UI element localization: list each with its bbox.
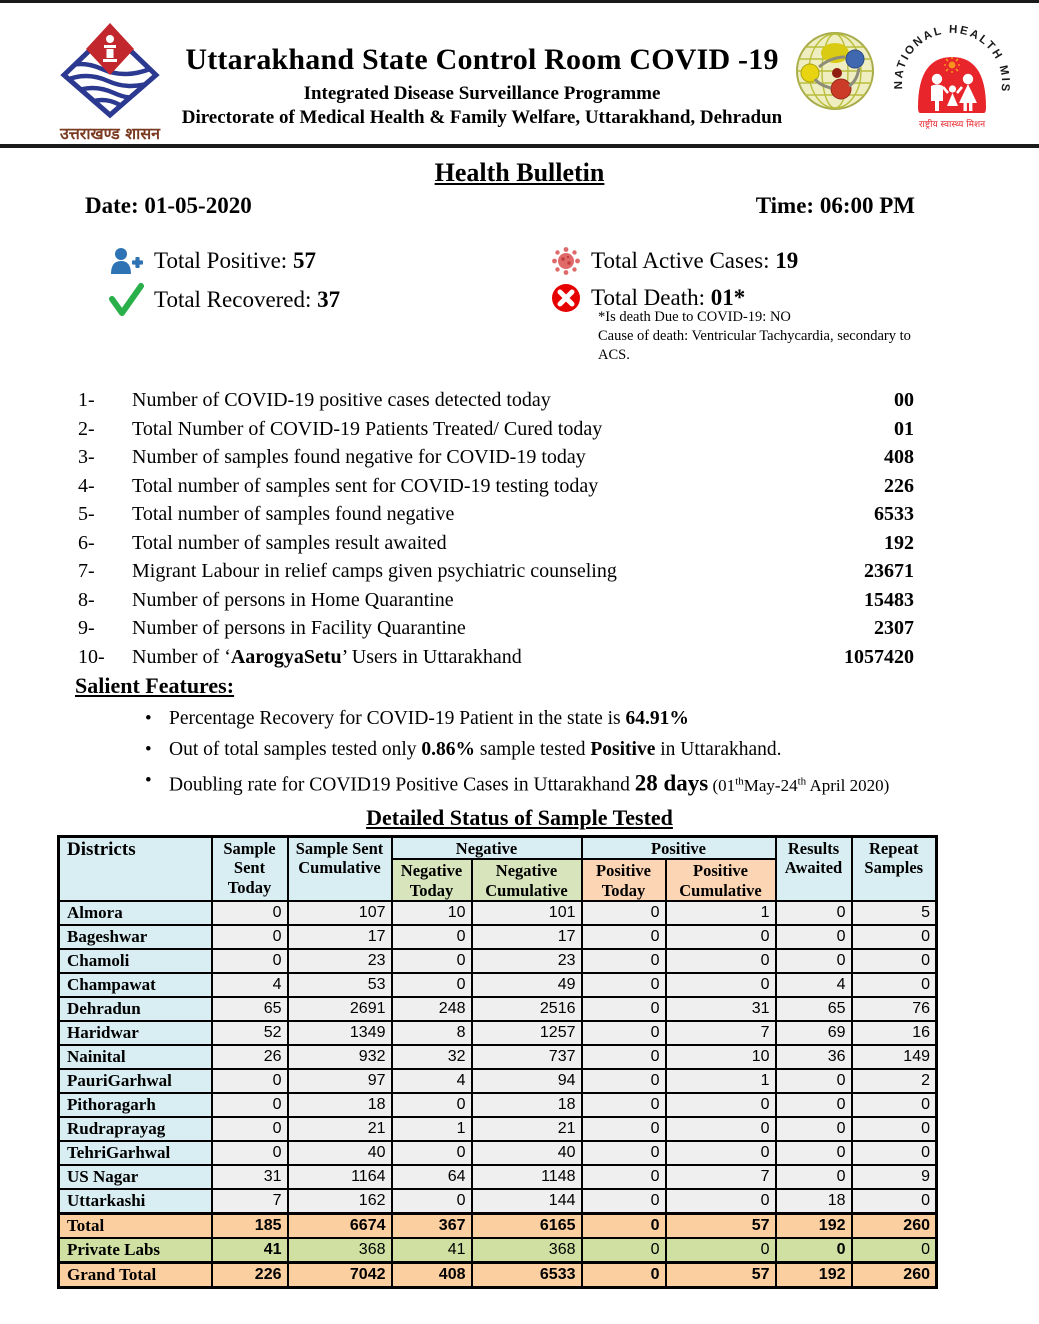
gov-logo-caption: उत्तराखण्ड शासन	[59, 124, 161, 143]
cell-value: 248	[392, 997, 472, 1021]
summary-item-number: 7-	[78, 560, 95, 582]
cell-value: 16	[852, 1021, 937, 1045]
cell-value: 0	[582, 1214, 666, 1239]
stat-text	[154, 248, 316, 274]
cell-value: 2516	[472, 997, 582, 1021]
cell-value: 65	[212, 997, 288, 1021]
summary-item-number: 1-	[78, 389, 95, 411]
cell-value: 0	[776, 901, 852, 925]
salient-bullet-2	[143, 737, 943, 763]
death-footnote-1: *Is death Due to COVID-19: NO	[598, 309, 791, 325]
header-titles	[168, 43, 796, 129]
col-header-districts: Districts	[59, 837, 212, 902]
cell-value: 7042	[288, 1263, 392, 1288]
row-label: Champawat	[59, 973, 212, 997]
salient-bullets	[143, 706, 943, 804]
stat-value: 19	[775, 248, 799, 273]
cell-value: 1148	[472, 1165, 582, 1189]
cell-value: 5	[852, 901, 937, 925]
summary-item-value: 6533	[874, 503, 914, 525]
summary-item	[78, 586, 914, 615]
cell-value: 76	[852, 997, 937, 1021]
cell-value: 4	[392, 1069, 472, 1093]
cell-value: 0	[852, 973, 937, 997]
cell-value: 21	[472, 1117, 582, 1141]
cell-value: 408	[392, 1263, 472, 1288]
cell-value: 18	[288, 1093, 392, 1117]
col-header-positive-group: Positive	[582, 837, 776, 860]
stat-total-recovered	[108, 283, 340, 317]
cell-value: 0	[392, 925, 472, 949]
col-header-repeat-samples: Repeat Samples	[852, 837, 937, 902]
nhm-emblem-icon	[892, 13, 1012, 139]
col-header-negative-cumulative: Negative Cumulative	[472, 859, 582, 901]
cell-value: 107	[288, 901, 392, 925]
table-row-us-nagar	[59, 1165, 937, 1189]
cell-value: 192	[776, 1263, 852, 1288]
cross-circle-icon	[551, 283, 581, 313]
cell-value: 0	[776, 1141, 852, 1165]
cell-value: 1349	[288, 1021, 392, 1045]
row-label: Dehradun	[59, 997, 212, 1021]
row-label: Total	[59, 1214, 212, 1239]
cell-value: 10	[666, 1045, 776, 1069]
row-label: Grand Total	[59, 1263, 212, 1288]
bullet-bold: 64.91%	[625, 708, 689, 729]
cell-value: 0	[852, 1141, 937, 1165]
cell-value: 32	[392, 1045, 472, 1069]
cell-value: 192	[776, 1214, 852, 1239]
districts-tbody	[59, 901, 937, 1288]
col-header-positive-cumulative: Positive Cumulative	[666, 859, 776, 901]
summary-list	[78, 386, 914, 671]
cell-value: 737	[472, 1045, 582, 1069]
bullet-bold: 28 days	[634, 770, 709, 796]
cell-value: 0	[666, 1189, 776, 1214]
cell-value: 52	[212, 1021, 288, 1045]
cell-value: 0	[666, 1093, 776, 1117]
salient-features-heading: Salient Features:	[75, 673, 235, 698]
summary-item-label: Number of samples found negative for COVID-19 today	[132, 446, 586, 468]
cell-value: 6674	[288, 1214, 392, 1239]
document-header	[0, 3, 1039, 143]
cell-value: 0	[852, 1093, 937, 1117]
bullet-text: Percentage Recovery for COVID-19 Patient in the state is	[169, 708, 626, 729]
bullet-bold: 0.86%	[421, 739, 476, 760]
col-header-negative-today: Negative Today	[392, 859, 472, 901]
cell-value: 0	[776, 1069, 852, 1093]
cell-value: 0	[582, 1141, 666, 1165]
stat-label: Total Death:	[591, 285, 705, 310]
row-label: Almora	[59, 901, 212, 925]
cell-value: 0	[392, 1189, 472, 1214]
table-row-almora	[59, 901, 937, 925]
cell-value: 69	[776, 1021, 852, 1045]
bullet-paren: (01thMay-24th April 2020)	[708, 775, 890, 795]
cell-value: 41	[212, 1238, 288, 1263]
cell-value: 0	[582, 973, 666, 997]
cell-value: 57	[666, 1263, 776, 1288]
col-header-negative-group: Negative	[392, 837, 582, 860]
cell-value: 0	[776, 925, 852, 949]
cell-value: 0	[666, 1117, 776, 1141]
stat-label: Total Positive:	[154, 248, 288, 273]
nhm-caption-label: राष्ट्रीय स्वास्थ्य मिशन	[918, 120, 986, 130]
row-label: Nainital	[59, 1045, 212, 1069]
idsp-globe-icon	[795, 31, 875, 111]
table-row-total	[59, 1214, 937, 1239]
cell-value: 0	[582, 1238, 666, 1263]
cell-value: 7	[212, 1189, 288, 1214]
cell-value: 0	[666, 1141, 776, 1165]
cell-value: 149	[852, 1045, 937, 1069]
summary-item-label	[132, 643, 824, 672]
cell-value: 31	[212, 1165, 288, 1189]
stat-text	[591, 248, 798, 274]
cell-value: 6165	[472, 1214, 582, 1239]
cell-value: 0	[776, 1093, 852, 1117]
row-label: US Nagar	[59, 1165, 212, 1189]
cell-value: 0	[212, 1117, 288, 1141]
summary-item-value: 192	[884, 531, 914, 554]
summary-item-label: Total number of samples result awaited	[132, 531, 447, 554]
cell-value: 97	[288, 1069, 392, 1093]
cell-value: 2	[852, 1069, 937, 1093]
cell-value: 94	[472, 1069, 582, 1093]
cell-value: 17	[288, 925, 392, 949]
time-label: Time: 06:00 PM	[755, 193, 915, 218]
header-divider	[0, 144, 1039, 148]
cell-value: 0	[666, 973, 776, 997]
summary-item-label: Migrant Labour in relief camps given psychiatric counseling	[132, 560, 617, 582]
idsp-logo	[795, 31, 875, 116]
stat-total-positive	[110, 246, 316, 276]
row-label: Rudraprayag	[59, 1117, 212, 1141]
cell-value: 65	[776, 997, 852, 1021]
cell-value: 0	[776, 1165, 852, 1189]
stat-label: Total Recovered:	[154, 287, 312, 312]
summary-item	[78, 500, 914, 529]
stat-label: Total Active Cases:	[591, 248, 770, 273]
cell-value: 367	[392, 1214, 472, 1239]
cell-value: 8	[392, 1021, 472, 1045]
cell-value: 31	[666, 997, 776, 1021]
summary-item-number: 8-	[78, 588, 95, 611]
cell-value: 23	[288, 949, 392, 973]
cell-value: 0	[582, 925, 666, 949]
summary-item-value: 1057420	[844, 645, 914, 668]
table-title-row	[0, 805, 1039, 831]
bulletin-title-row	[0, 158, 1039, 188]
cell-value: 18	[776, 1189, 852, 1214]
cell-value: 0	[582, 1165, 666, 1189]
summary-item-value: 2307	[874, 617, 914, 639]
cell-value: 0	[582, 1117, 666, 1141]
cell-value: 0	[666, 925, 776, 949]
cell-value: 932	[288, 1045, 392, 1069]
cell-value: 0	[392, 1141, 472, 1165]
cell-value: 368	[288, 1238, 392, 1263]
cell-value: 1	[392, 1117, 472, 1141]
cell-value: 226	[212, 1263, 288, 1288]
document-subtitle-2: Directorate of Medical Health & Family Welfare, Uttarakhand, Dehradun	[181, 107, 783, 128]
cell-value: 0	[212, 925, 288, 949]
summary-label-text: Number of ‘	[132, 645, 231, 668]
summary-item-label: Number of persons in Home Quarantine	[132, 588, 454, 611]
cell-value: 36	[776, 1045, 852, 1069]
cell-value: 9	[852, 1165, 937, 1189]
row-label: Haridwar	[59, 1021, 212, 1045]
cell-value: 21	[288, 1117, 392, 1141]
col-header-sample-sent-today: Sample Sent Today	[212, 837, 288, 902]
summary-item-value: 01	[894, 417, 914, 440]
cell-value: 0	[852, 925, 937, 949]
table-row-chamoli	[59, 949, 937, 973]
cell-value: 0	[582, 1021, 666, 1045]
summary-item-number: 4-	[78, 474, 95, 497]
summary-item	[78, 443, 914, 472]
cell-value: 7	[666, 1165, 776, 1189]
cell-value: 101	[472, 901, 582, 925]
cell-value: 0	[582, 1093, 666, 1117]
bullet-bold: Positive	[590, 739, 656, 760]
salient-bullet-3	[143, 768, 943, 799]
cell-value: 0	[392, 1093, 472, 1117]
check-icon	[108, 283, 144, 317]
cell-value: 4	[212, 973, 288, 997]
document-title: Uttarakhand State Control Room COVID -19	[185, 43, 779, 76]
stat-total-active	[551, 246, 798, 276]
summary-item-label: Total number of samples found negative	[132, 503, 455, 525]
virus-icon	[551, 246, 581, 276]
cell-value: 64	[392, 1165, 472, 1189]
summary-item-value: 00	[894, 389, 914, 411]
cell-value: 0	[212, 949, 288, 973]
cell-value: 6533	[472, 1263, 582, 1288]
cell-value: 162	[288, 1189, 392, 1214]
bullet-text: Out of total samples tested only	[169, 739, 422, 760]
cell-value: 0	[582, 997, 666, 1021]
summary-item-number: 9-	[78, 617, 95, 639]
summary-item-label: Number of COVID-19 positive cases detected today	[132, 389, 551, 411]
cell-value: 260	[852, 1214, 937, 1239]
cell-value: 1257	[472, 1021, 582, 1045]
cell-value: 0	[212, 1069, 288, 1093]
stat-value: 57	[292, 248, 316, 273]
cell-value: 0	[212, 901, 288, 925]
summary-item-value: 23671	[864, 560, 914, 582]
cell-value: 41	[392, 1238, 472, 1263]
uttarakhand-government-logo	[40, 23, 180, 144]
table-row-uttarkashi	[59, 1189, 937, 1214]
summary-item-label: Number of persons in Facility Quarantine	[132, 617, 466, 639]
cell-value: 0	[582, 1069, 666, 1093]
summary-item	[78, 386, 914, 415]
cell-value: 0	[852, 1117, 937, 1141]
row-label: TehriGarhwal	[59, 1141, 212, 1165]
bulletin-title: Health Bulletin	[434, 158, 605, 187]
table-row-tehrigarhwal	[59, 1141, 937, 1165]
row-label: Bageshwar	[59, 925, 212, 949]
summary-label-text: ’ Users in Uttarakhand	[341, 645, 522, 668]
row-label: Pithoragarh	[59, 1093, 212, 1117]
sample-status-table	[57, 835, 938, 1289]
summary-item	[78, 557, 914, 586]
cell-value: 4	[776, 973, 852, 997]
cell-value: 0	[852, 1238, 937, 1263]
summary-item	[78, 643, 914, 672]
summary-item-number: 5-	[78, 503, 95, 525]
uttarakhand-emblem-icon	[58, 23, 162, 119]
cell-value: 368	[472, 1238, 582, 1263]
summary-item	[78, 529, 914, 558]
table-row-pithoragarh	[59, 1093, 937, 1117]
table-row-dehradun	[59, 997, 937, 1021]
summary-item	[78, 472, 914, 501]
cell-value: 0	[582, 1263, 666, 1288]
salient-bullet-1	[143, 706, 943, 732]
col-header-positive-today: Positive Today	[582, 859, 666, 901]
cell-value: 185	[212, 1214, 288, 1239]
cell-value: 0	[852, 1189, 937, 1214]
cell-value: 0	[582, 1189, 666, 1214]
table-row-champawat	[59, 973, 937, 997]
table-row-nainital	[59, 1045, 937, 1069]
table-row-bageshwar	[59, 925, 937, 949]
table-row-rudraprayag	[59, 1117, 937, 1141]
summary-item	[78, 415, 914, 444]
person-plus-icon	[110, 246, 144, 276]
summary-item-label: Total number of samples sent for COVID-19 testing today	[132, 474, 599, 497]
cell-value: 18	[472, 1093, 582, 1117]
table-row-private-labs	[59, 1238, 937, 1263]
cell-value: 0	[582, 1045, 666, 1069]
cell-value: 0	[666, 949, 776, 973]
cell-value: 260	[852, 1263, 937, 1288]
cell-value: 0	[582, 901, 666, 925]
bullet-text: in Uttarakhand.	[655, 739, 782, 760]
row-label: Chamoli	[59, 949, 212, 973]
summary-item-number: 3-	[78, 446, 95, 468]
cell-value: 0	[666, 1238, 776, 1263]
summary-item	[78, 614, 914, 643]
cell-value: 40	[472, 1141, 582, 1165]
table-title: Detailed Status of Sample Tested	[366, 805, 673, 830]
cell-value: 53	[288, 973, 392, 997]
cell-value: 57	[666, 1214, 776, 1239]
cell-value: 0	[392, 973, 472, 997]
cell-value: 0	[212, 1141, 288, 1165]
cell-value: 0	[392, 949, 472, 973]
cell-value: 7	[666, 1021, 776, 1045]
cell-value: 0	[852, 949, 937, 973]
summary-item-value: 15483	[864, 588, 914, 611]
summary-item-number: 6-	[78, 531, 95, 554]
summary-item-label: Total Number of COVID-19 Patients Treated/ Cured today	[132, 417, 603, 440]
summary-item-number: 2-	[78, 417, 95, 440]
row-label: PauriGarhwal	[59, 1069, 212, 1093]
summary-item-value: 408	[884, 446, 914, 468]
summary-item-value: 226	[884, 474, 914, 497]
row-label: Uttarkashi	[59, 1189, 212, 1214]
cell-value: 10	[392, 901, 472, 925]
bullet-text: Doubling rate for COVID19 Positive Cases in Uttarakhand	[169, 774, 635, 796]
cell-value: 23	[472, 949, 582, 973]
death-footnote-2: Cause of death: Ventricular Tachycardia, secondary to ACS.	[598, 328, 911, 363]
cell-value: 26	[212, 1045, 288, 1069]
stat-text	[154, 287, 340, 313]
date-label: Date: 01-05-2020	[85, 193, 252, 218]
bullet-text: sample tested	[475, 739, 591, 760]
cell-value: 0	[776, 1117, 852, 1141]
nhm-arc-label: NATIONAL HEALTH MIS	[892, 23, 1012, 95]
cell-value: 0	[776, 949, 852, 973]
nhm-logo	[892, 13, 1012, 144]
cell-value: 1164	[288, 1165, 392, 1189]
stat-value: 37	[317, 287, 341, 312]
cell-value: 17	[472, 925, 582, 949]
row-label: Private Labs	[59, 1238, 212, 1263]
cell-value: 49	[472, 973, 582, 997]
stat-value: 01*	[710, 285, 746, 310]
cell-value: 144	[472, 1189, 582, 1214]
cell-value: 1	[666, 1069, 776, 1093]
col-header-results-awaited: Results Awaited	[776, 837, 852, 902]
table-row-grand-total	[59, 1263, 937, 1288]
table-row-paurigarhwal	[59, 1069, 937, 1093]
table-row-haridwar	[59, 1021, 937, 1045]
summary-label-bold: AarogyaSetu	[230, 645, 342, 668]
summary-item-number: 10-	[78, 645, 105, 668]
cell-value: 0	[582, 949, 666, 973]
cell-value: 1	[666, 901, 776, 925]
col-header-sample-sent-cumulative: Sample Sent Cumulative	[288, 837, 392, 902]
cell-value: 2691	[288, 997, 392, 1021]
cell-value: 0	[776, 1238, 852, 1263]
cell-value: 40	[288, 1141, 392, 1165]
cell-value: 0	[212, 1093, 288, 1117]
document-subtitle-1: Integrated Disease Surveillance Programme	[303, 83, 661, 104]
